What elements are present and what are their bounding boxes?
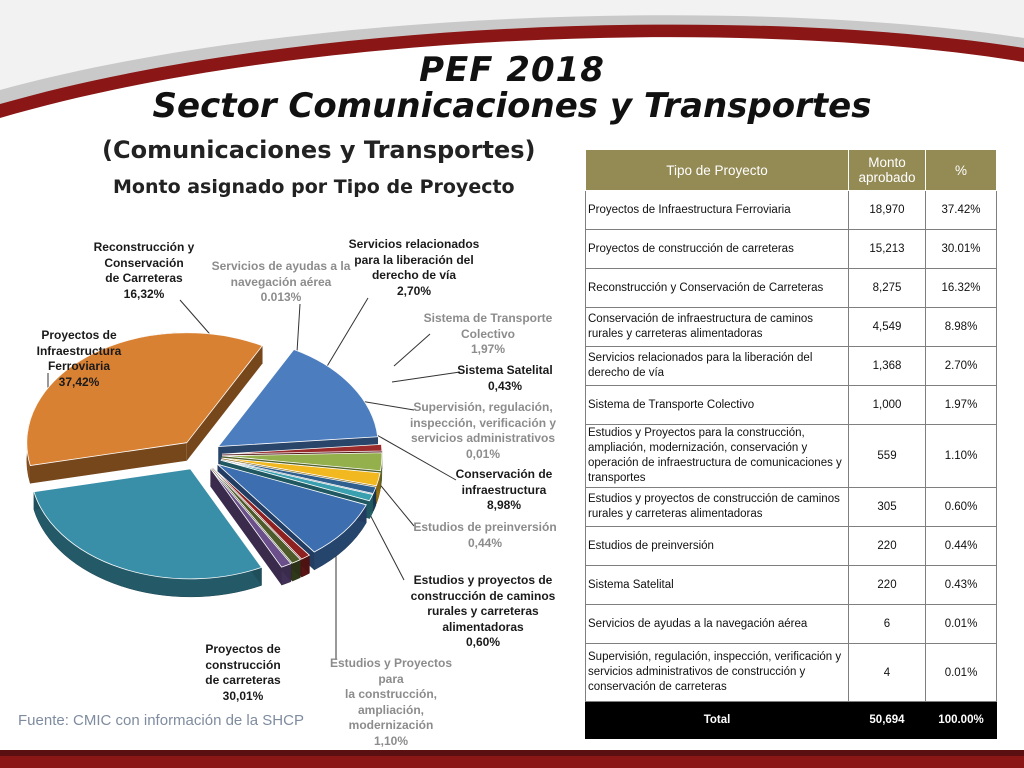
cell-monto: 220 [849, 566, 926, 605]
cell-pct: 0.01% [926, 644, 997, 702]
label-aerea-name: Servicios de ayudas a la navegación aérea [211, 259, 351, 289]
leader-line-satelital [392, 372, 460, 382]
project-table [585, 149, 997, 739]
label-satelital-pct: 0,43% [487, 378, 523, 393]
label-colectivo-pct: 1,97% [470, 342, 506, 356]
label-reconstruccion-name: Reconstrucción y Conservación de Carreteras [93, 240, 195, 285]
cell-monto: 4,549 [849, 308, 926, 347]
cell-tipo: Sistema Satelital [586, 566, 849, 605]
cell-pct: 2.70% [926, 347, 997, 386]
cell-monto: 8,275 [849, 269, 926, 308]
label-carreteras-pct: 30,01% [222, 688, 264, 703]
table-row [586, 566, 997, 605]
page-subtitle: Sector Comunicaciones y Transportes [152, 86, 872, 126]
table-row [586, 308, 997, 347]
header-pct: % [926, 150, 997, 191]
page-title: PEF 2018 [419, 50, 605, 90]
cell-tipo: Estudios y Proyectos para la construcción, ampliación, modernización, conservación y operación de infraestructura de comunicaciones y transportes [586, 425, 849, 488]
table-row [586, 488, 997, 527]
cell-monto: 220 [849, 527, 926, 566]
label-derecho-name: Servicios relacionados para la liberación del derecho de vía [348, 237, 480, 282]
cell-pct: 0.44% [926, 527, 997, 566]
source-note: Fuente: CMIC con información de la SHCP [18, 712, 304, 729]
cell-tipo: Proyectos de construcción de carreteras [586, 230, 849, 269]
cell-pct: 8.98% [926, 308, 997, 347]
cell-tipo: Servicios relacionados para la liberación del derecho de vía [586, 347, 849, 386]
cell-tipo: Conservación de infraestructura de caminos rurales y carreteras alimentadoras [586, 308, 849, 347]
label-rurales-name: Estudios y proyectos de construcción de caminos rurales y carreteras alimentadoras [410, 573, 556, 634]
label-ampliacion [316, 656, 466, 749]
table-row [586, 230, 997, 269]
leader-line-derecho [326, 298, 368, 368]
label-preinversion-pct: 0,44% [467, 535, 503, 550]
label-conservacion-name: Conservación de infraestructura [455, 467, 553, 497]
cell-pct: 0.60% [926, 488, 997, 527]
table-row [586, 605, 997, 644]
table-row [586, 425, 997, 488]
cell-tipo: Reconstrucción y Conservación de Carreteras [586, 269, 849, 308]
label-carreteras-name: Proyectos de construcción de carreteras [205, 642, 281, 687]
label-ferroviaria-pct: 37,42% [58, 374, 100, 389]
header-tipo: Tipo de Proyecto [586, 150, 849, 191]
label-satelital-name: Sistema Satelital [457, 363, 553, 377]
label-preinversion-name: Estudios de preinversión [413, 520, 557, 534]
label-reconstruccion-pct: 16,32% [123, 286, 165, 301]
cell-pct: 1.97% [926, 386, 997, 425]
cell-monto: 1,000 [849, 386, 926, 425]
cell-pct: 37.42% [926, 191, 997, 230]
table-row [586, 527, 997, 566]
cell-monto: 1,368 [849, 347, 926, 386]
label-rurales-pct: 0,60% [465, 635, 501, 649]
label-ampliacion-pct: 1,10% [373, 733, 409, 748]
label-supervision-name: Supervisión, regulación, inspección, verificación y servicios administrativos [409, 400, 557, 445]
label-supervision-pct: 0,01% [465, 446, 501, 461]
label-aerea-pct: 0.013% [260, 290, 302, 304]
table-row [586, 191, 997, 230]
cell-tipo: Estudios y proyectos de construcción de caminos rurales y carreteras alimentadoras [586, 488, 849, 527]
cell-tipo: Proyectos de Infraestructura Ferroviaria [586, 191, 849, 230]
label-preinversion [412, 520, 558, 551]
label-supervision [408, 400, 558, 462]
table-row [586, 644, 997, 702]
cell-pct: 30.01% [926, 230, 997, 269]
cell-pct: 0.43% [926, 566, 997, 605]
total-monto: 50,694 [849, 702, 926, 739]
label-conservacion-pct: 8,98% [486, 498, 522, 512]
table-row [586, 269, 997, 308]
cell-monto: 559 [849, 425, 926, 488]
cell-tipo: Estudios de preinversión [586, 527, 849, 566]
table-row [586, 386, 997, 425]
label-colectivo-name: Sistema de Transporte Colectivo [423, 311, 553, 341]
label-aerea [210, 259, 352, 306]
total-label: Total [586, 702, 849, 739]
chart-subtitle: Monto asignado por Tipo de Proyecto [113, 176, 515, 198]
cell-tipo: Sistema de Transporte Colectivo [586, 386, 849, 425]
label-reconstruccion [80, 240, 208, 302]
cell-monto: 6 [849, 605, 926, 644]
cell-pct: 0.01% [926, 605, 997, 644]
label-satelital [452, 363, 558, 394]
table-total-row [586, 702, 997, 739]
cell-monto: 15,213 [849, 230, 926, 269]
cell-tipo: Servicios de ayudas a la navegación aérea [586, 605, 849, 644]
cell-monto: 4 [849, 644, 926, 702]
cell-monto: 18,970 [849, 191, 926, 230]
cell-tipo: Supervisión, regulación, inspección, verificación y servicios administrativos de construcción y conservación de carreteras [586, 644, 849, 702]
label-colectivo [420, 311, 556, 358]
label-rurales [408, 573, 558, 651]
cell-pct: 1.10% [926, 425, 997, 488]
table-header-row [586, 150, 997, 191]
chart-title: (Comunicaciones y Transportes) [102, 136, 536, 164]
label-conservacion [450, 467, 558, 514]
label-carreteras [168, 642, 318, 704]
label-ferroviaria [4, 328, 154, 390]
label-ferroviaria-name: Proyectos de Infraestructura Ferroviaria [36, 328, 122, 373]
header-monto: Monto aprobado [849, 150, 926, 191]
table-row [586, 347, 997, 386]
cell-monto: 305 [849, 488, 926, 527]
label-ampliacion-name: Estudios y Proyectos para la construcción, ampliación, modernización [329, 656, 453, 732]
label-derecho-pct: 2,70% [396, 283, 432, 298]
total-pct: 100.00% [926, 702, 997, 739]
cell-pct: 16.32% [926, 269, 997, 308]
label-derecho [344, 237, 484, 299]
